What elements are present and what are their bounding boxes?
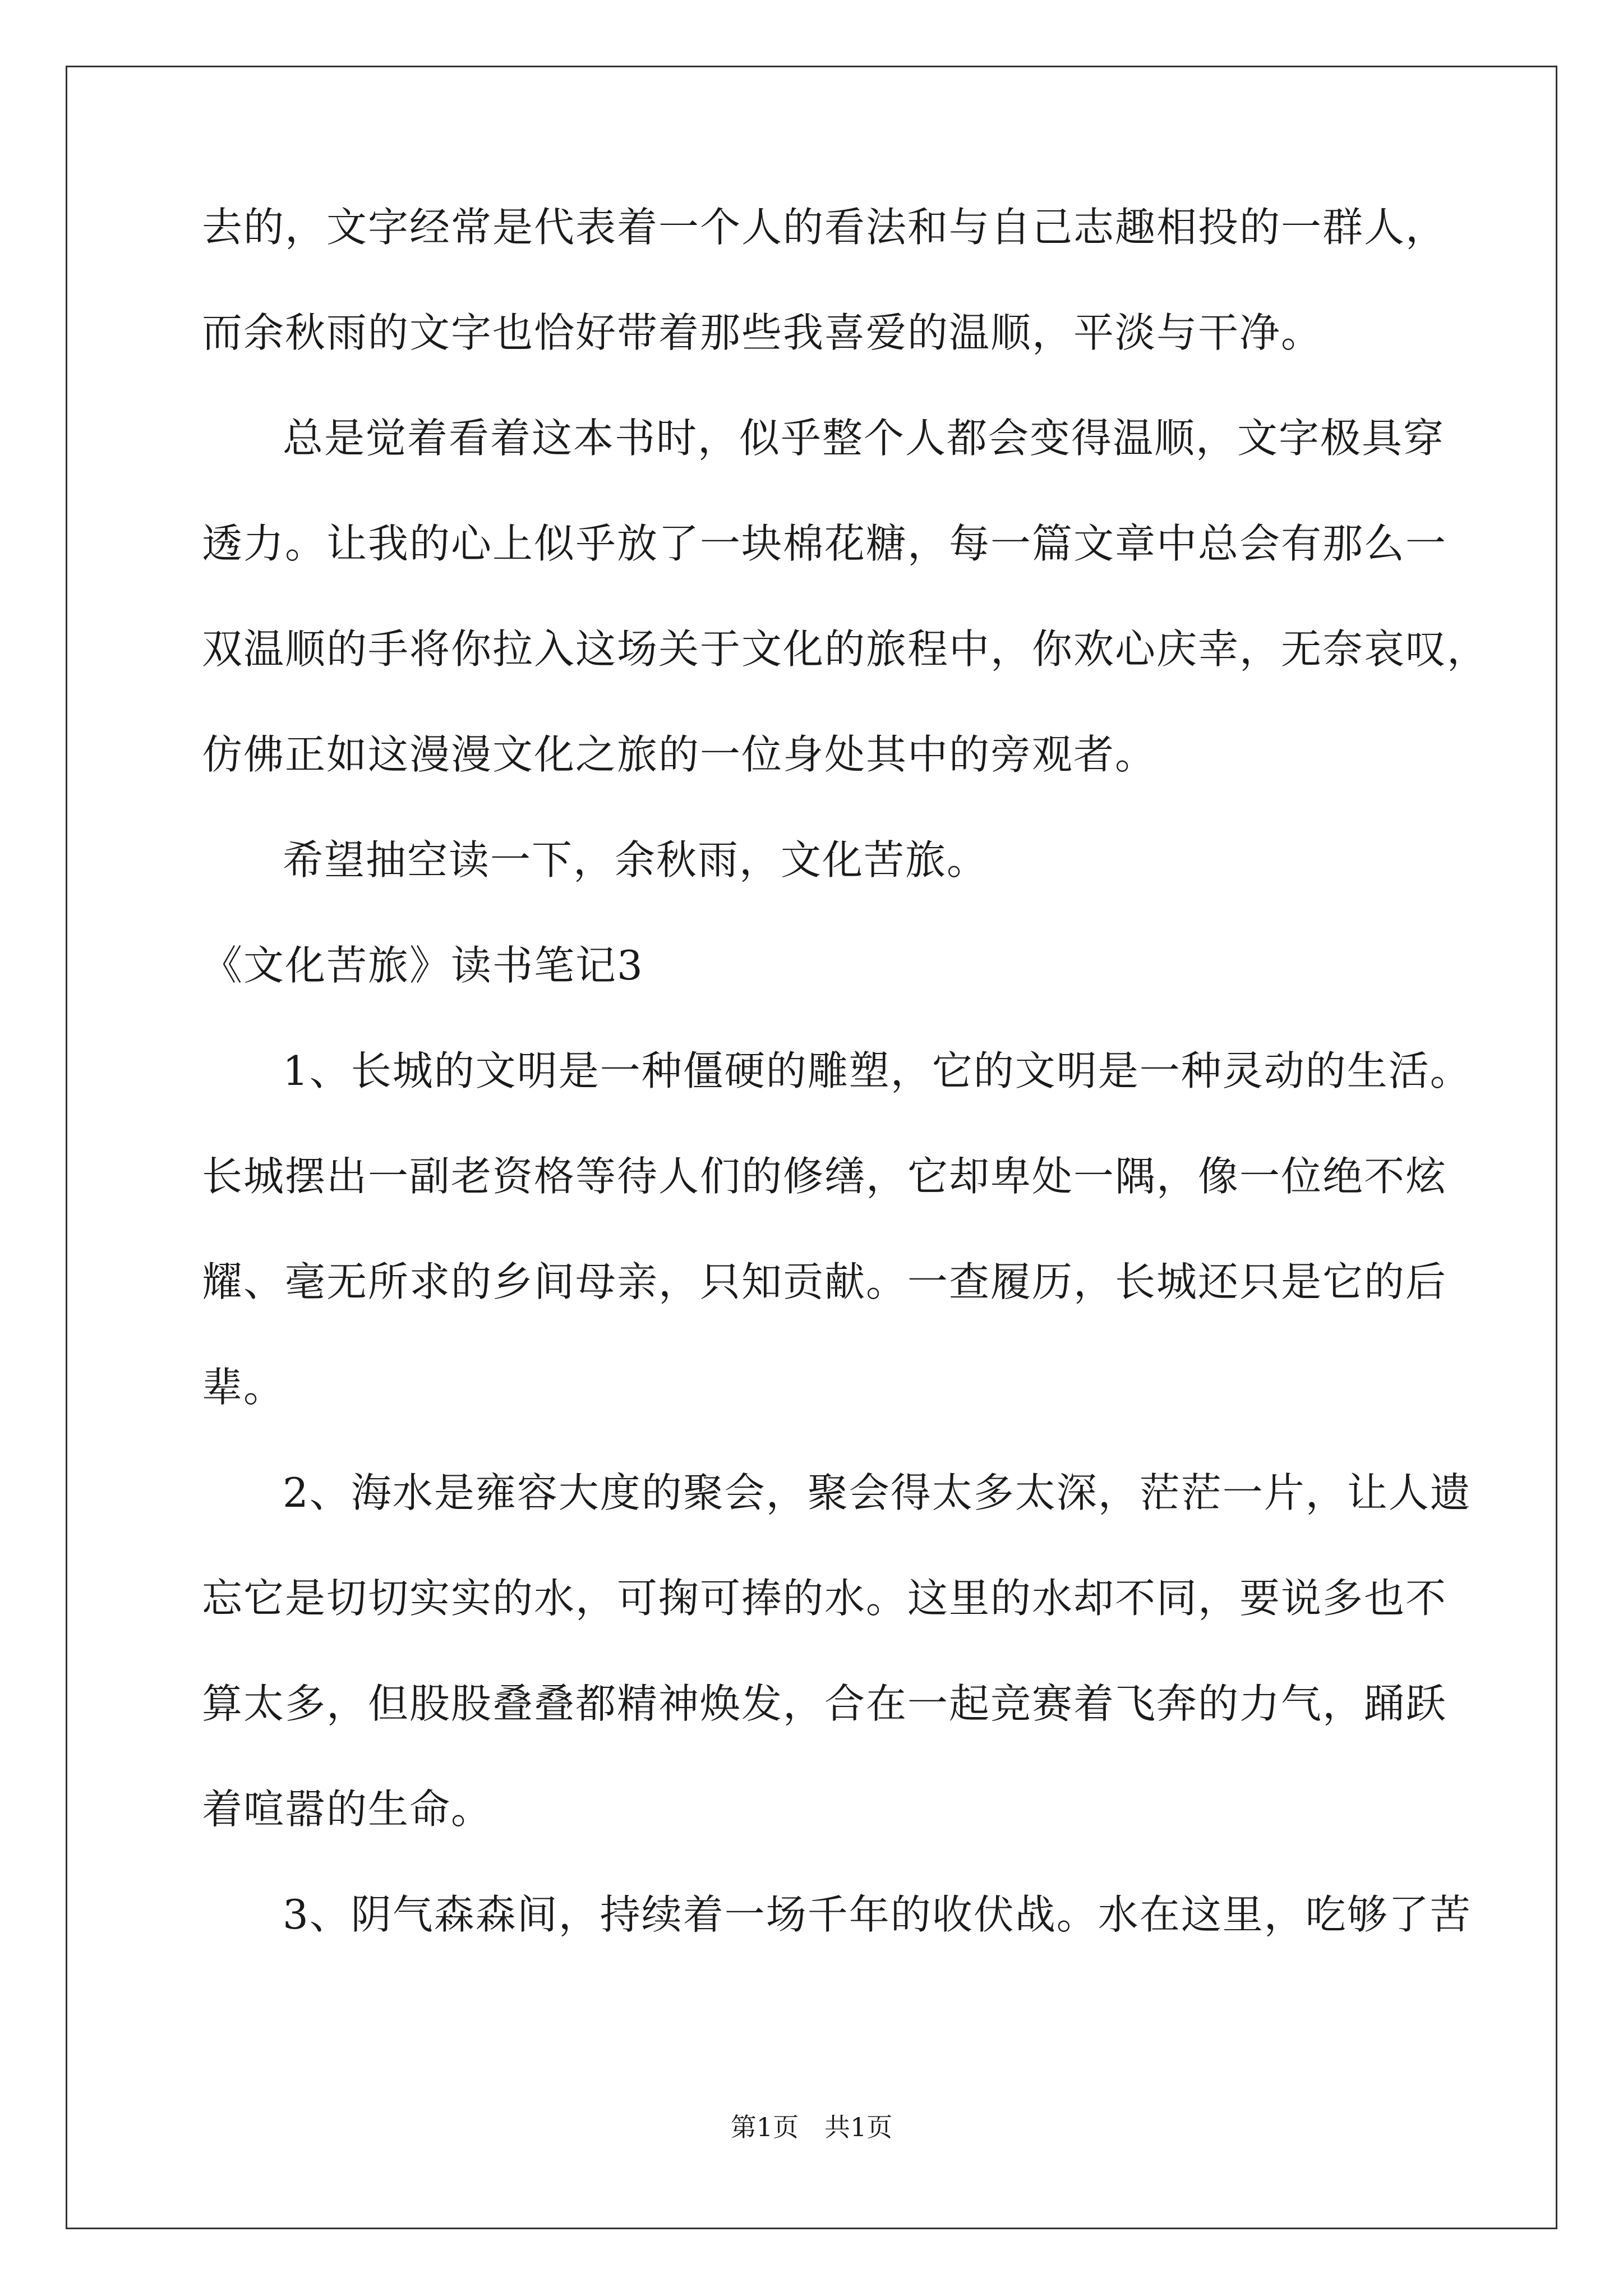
paragraph-start: 总是觉着看着这本书时，似乎整个人都会变得温顺，文字极具穿 xyxy=(283,415,1445,462)
text-line: 仿佛正如这漫漫文化之旅的一位身处其中的旁观者。 xyxy=(202,731,1157,778)
paragraph-start: 希望抽空读一下，余秋雨，文化苦旅。 xyxy=(283,836,989,884)
text-line: 透力。让我的心上似乎放了一块棉花糖，每一篇文章中总会有那么一 xyxy=(202,520,1447,567)
paragraph-start: 2、海水是雍容大度的聚会，聚会得太多太深，茫茫一片，让人遗 xyxy=(283,1469,1472,1516)
text-line: 着喧嚣的生命。 xyxy=(202,1786,493,1833)
text-line: 双温顺的手将你拉入这场关于文化的旅程中，你欢心庆幸，无奈哀叹， xyxy=(202,625,1489,673)
paragraph-start: 3、阴气森森间，持续着一场千年的收伏战。水在这里，吃够了苦 xyxy=(283,1891,1472,1938)
page-footer: 第1页 共1页 xyxy=(730,2112,893,2142)
text-line: 去的，文字经常是代表着一个人的看法和与自己志趣相投的一群人， xyxy=(202,204,1447,251)
paragraph-start: 1、长城的文明是一种僵硬的雕塑，它的文明是一种灵动的生活。 xyxy=(283,1047,1472,1094)
text-line: 耀、毫无所求的乡间母亲，只知贡献。一查履历，长城还只是它的后 xyxy=(202,1258,1447,1305)
text-line: 而余秋雨的文字也恰好带着那些我喜爱的温顺，平淡与干净。 xyxy=(202,309,1323,356)
text-line: 忘它是切切实实的水，可掬可捧的水。这里的水却不同，要说多也不 xyxy=(202,1575,1447,1622)
text-line: 算太多，但股股叠叠都精神焕发，合在一起竞赛着飞奔的力气，踊跃 xyxy=(202,1680,1447,1727)
text-line: 长城摆出一副老资格等待人们的修缮，它却卑处一隅，像一位绝不炫 xyxy=(202,1153,1447,1200)
section-heading: 《文化苦旅》读书笔记3 xyxy=(202,942,644,989)
text-line: 辈。 xyxy=(202,1364,285,1411)
